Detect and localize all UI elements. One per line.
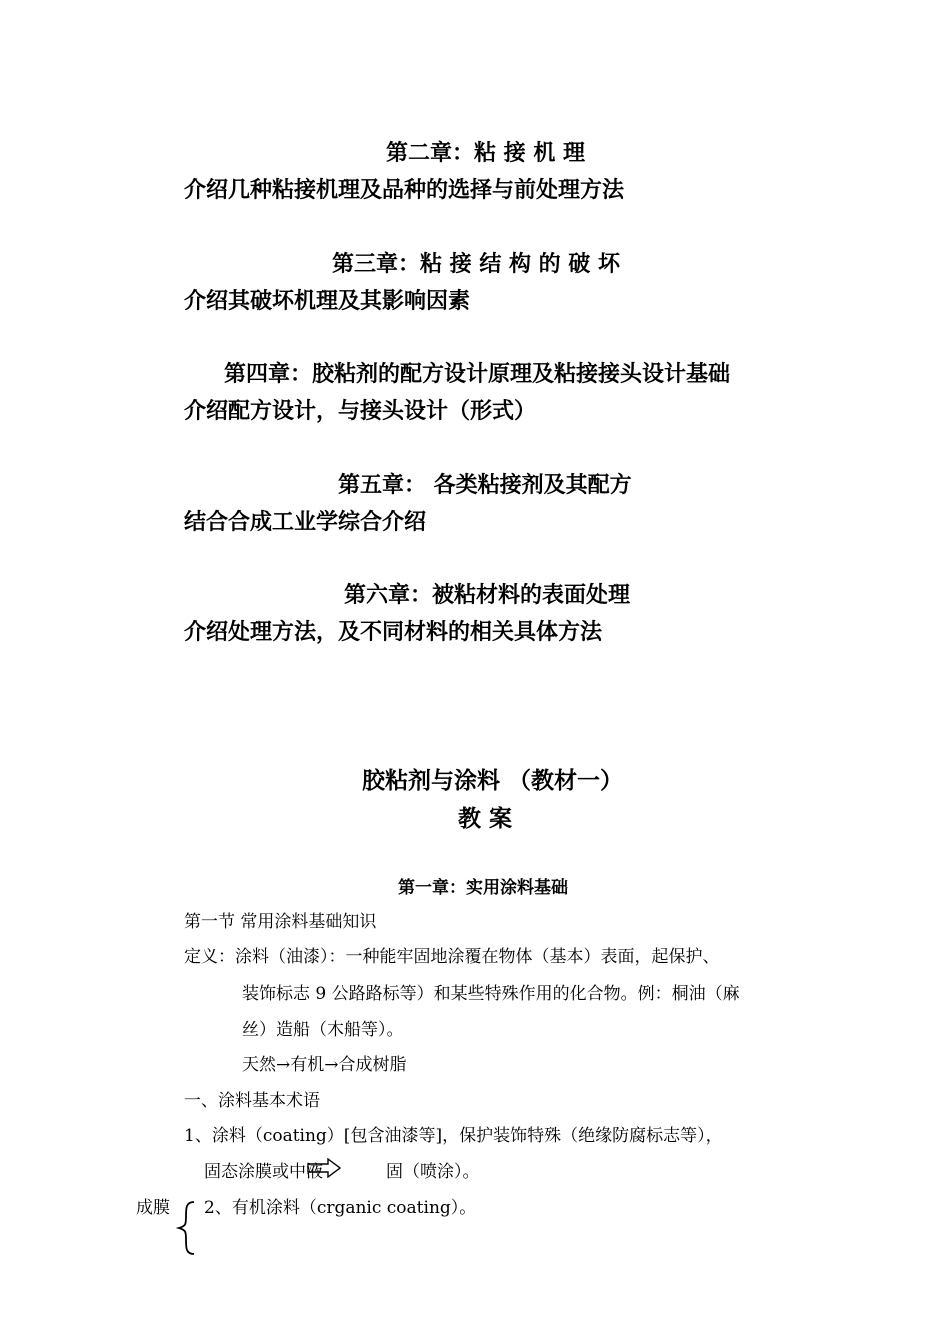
chapter4-heading: 第四章：胶粘剂的配方设计原理及粘接接头设计基础 [224,361,731,387]
definition-line-3: 丝）造船（木船等）。 [242,1020,404,1040]
chapter6-heading: 第六章：被粘材料的表面处理 [344,582,631,608]
term1-line-1: 1、涂料（coating）[包含油漆等]，保护装饰特殊（绝缘防腐标志等）， [184,1126,723,1146]
terms-heading: 一、涂料基本术语 [184,1091,320,1111]
chapter6-description: 介绍处理方法，及不同材料的相关具体方法 [184,619,603,645]
definition-line-1: 定义：涂料（油漆）：一种能牢固地涂覆在物体（基本）表面，起保护、 [184,947,720,967]
book-title: 胶粘剂与涂料 （教材一） [362,767,624,794]
chapter1-heading: 第一章：实用涂料基础 [398,878,568,898]
chapter5-heading: 第五章： 各类粘接剂及其配方 [338,472,632,498]
definition-line-2: 装饰标志 9 公路路标等）和某些特殊作用的化合物。例：桐油（麻 [242,984,740,1004]
chapter4-description: 介绍配方设计，与接头设计（形式） [184,398,537,424]
section-title: 第一节 常用涂料基础知识 [184,912,377,932]
chapter5-description: 结合合成工业学综合介绍 [184,509,427,535]
book-subtitle: 教 案 [458,805,513,832]
chapter3-heading: 第三章：粘 接 结 构 的 破 坏 [332,251,620,277]
chapter2-description: 介绍几种粘接机理及品种的选择与前处理方法 [184,177,625,203]
evolution-line: 天然→有机→合成树脂 [242,1055,407,1075]
curly-brace-icon [176,1200,198,1256]
term1-line-2b: 固（喷涂）。 [386,1162,480,1182]
term1-line-2a: 固态涂膜或中液 [204,1162,323,1182]
hollow-arrow-icon [306,1158,342,1178]
chapter3-description: 介绍其破坏机理及其影响因素 [184,288,471,314]
chapter2-heading: 第二章：粘 接 机 理 [386,140,585,166]
term2-line: 2、有机涂料（crganic coating）。 [204,1198,477,1218]
margin-note: 成膜 [136,1198,170,1218]
